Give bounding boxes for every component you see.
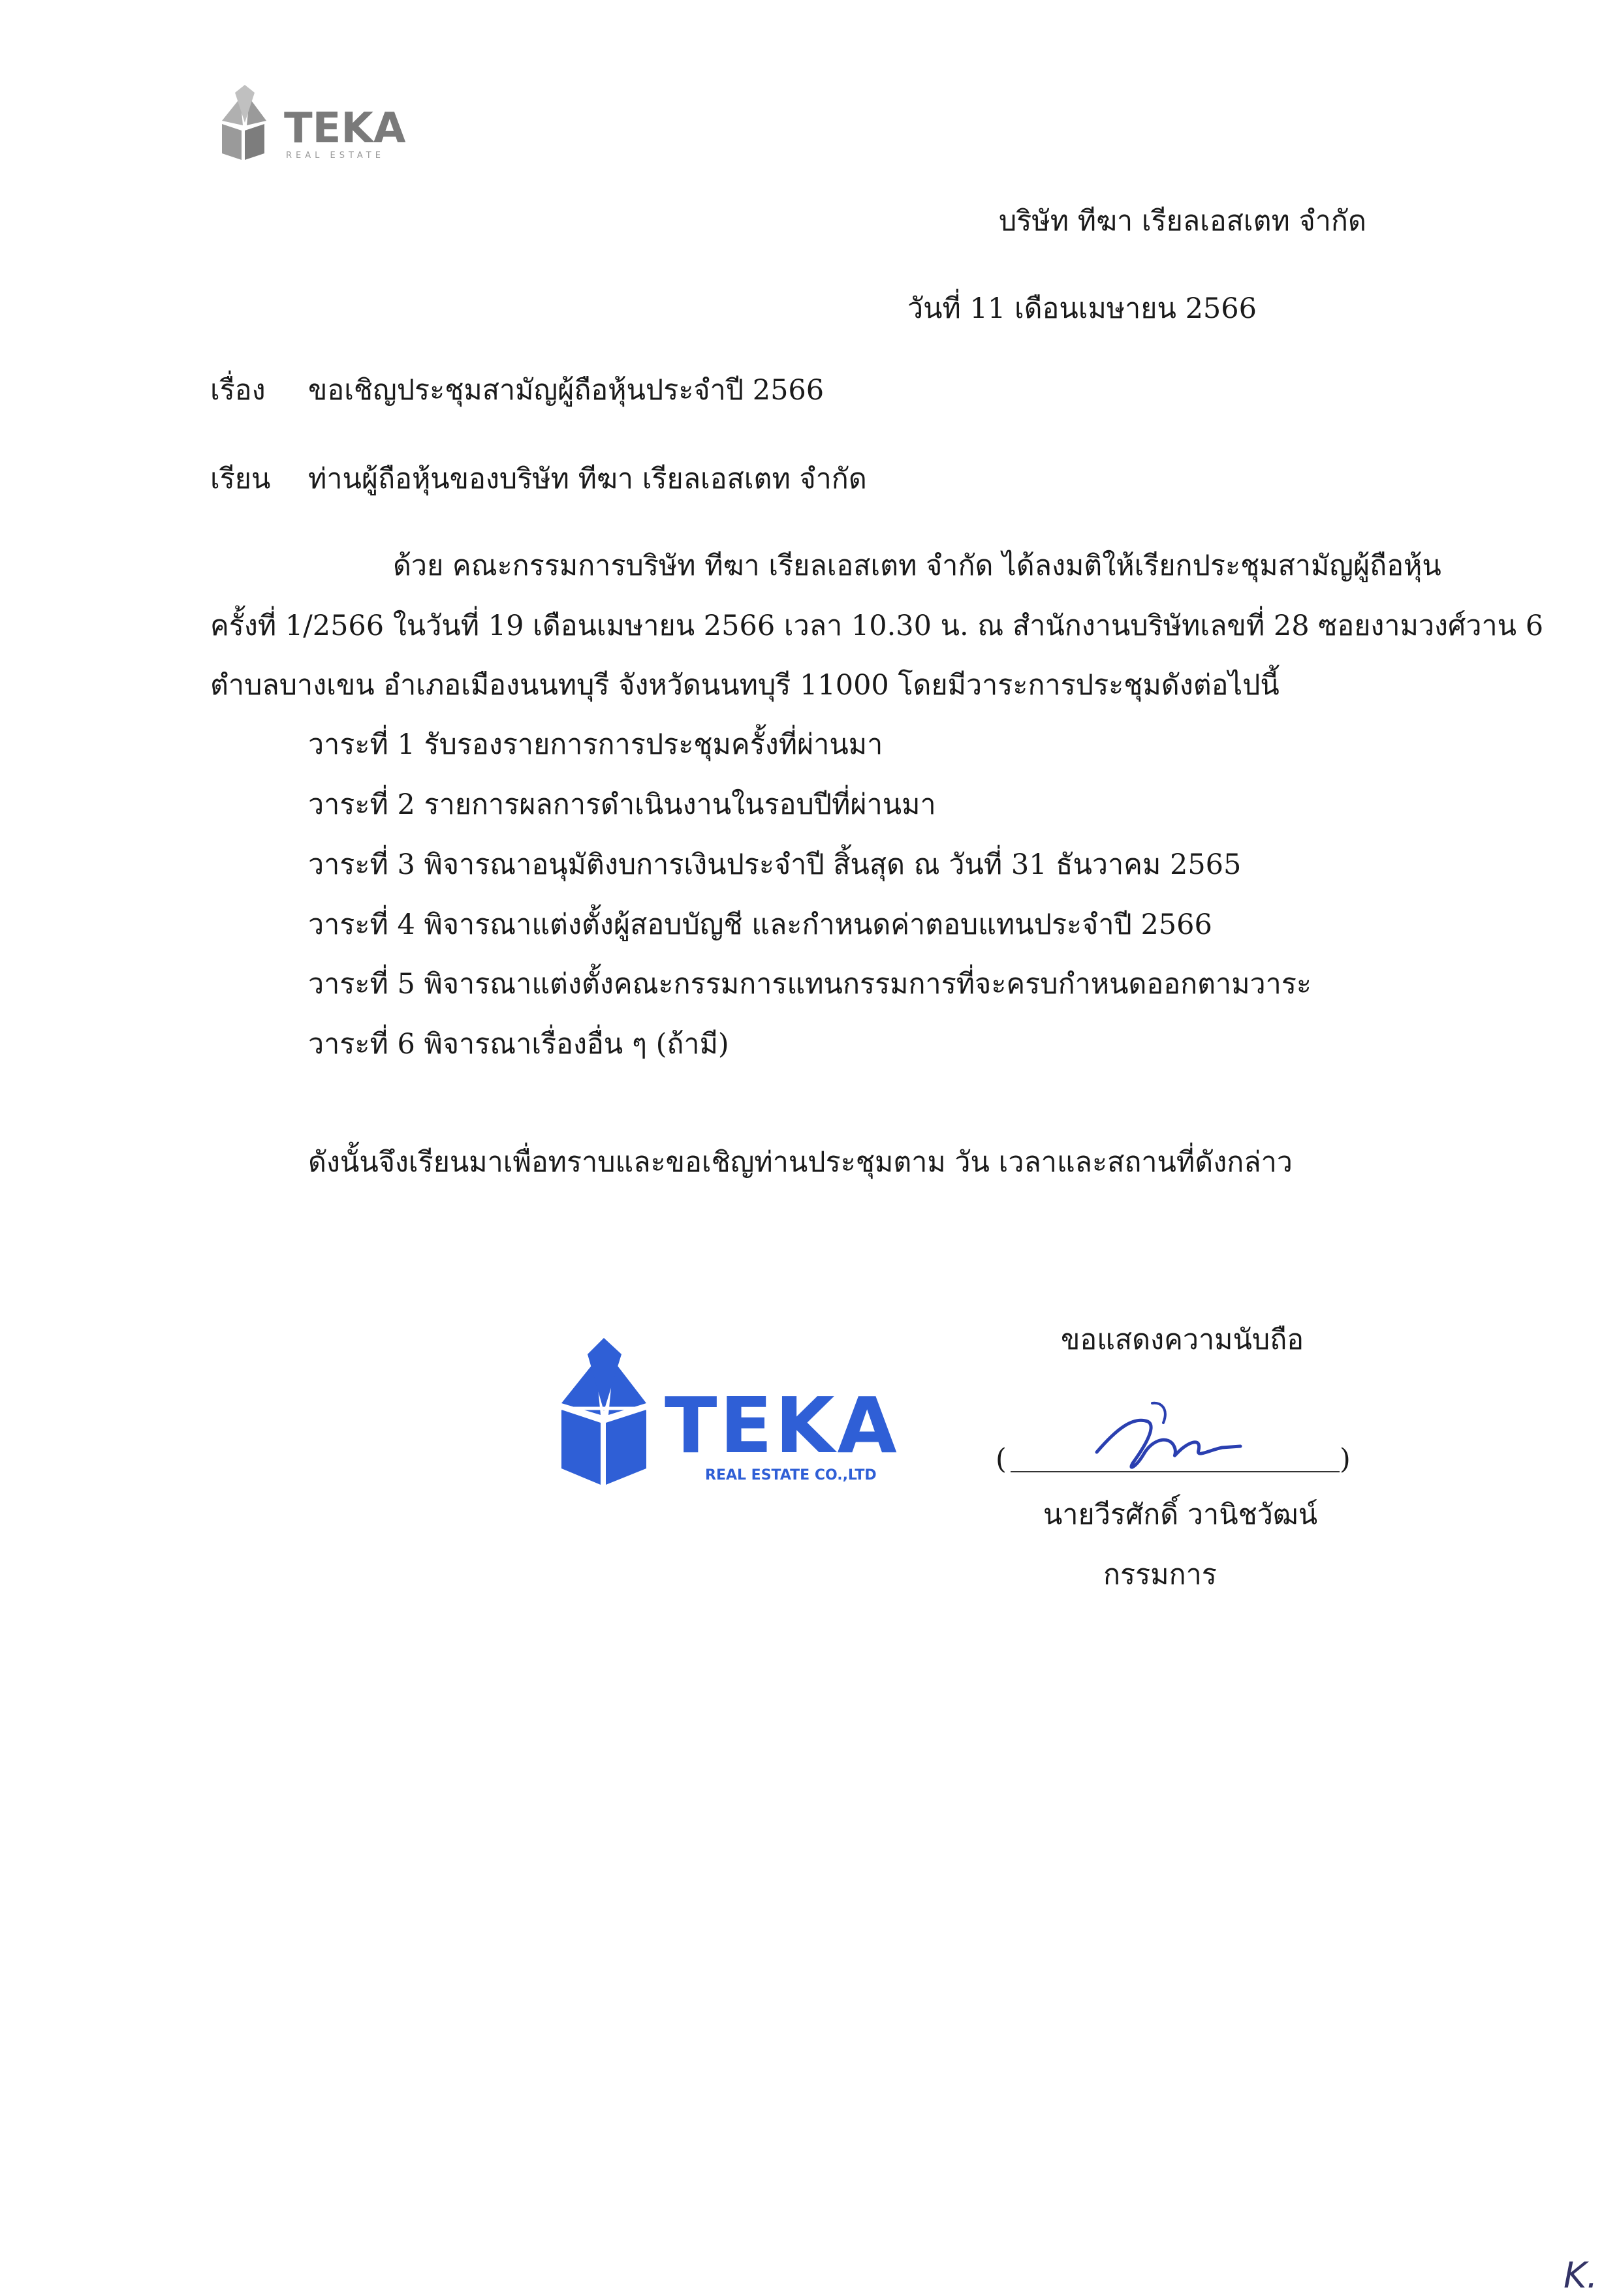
- signer-title: กรรมการ: [1103, 1559, 1217, 1591]
- body-line-1: ด้วย คณะกรรมการบริษัท ทีฆา เรียลเอสเตท จำกัด ได้ลงมติให้เรียกประชุมสามัญผู้ถือหุ้น: [393, 550, 1441, 582]
- body-line-2: ครั้งที่ 1/2566 ในวันที่ 19 เดือนเมษายน 2566 เวลา 10.30 น. ณ สำนักงานบริษัทเลขที่ 28 ซอยงามวงศ์วาน 6: [210, 610, 1544, 642]
- agenda-item: วาระที่ 4 พิจารณาแต่งตั้งผู้สอบบัญชี และกำหนดค่าตอบแทนประจำปี 2566: [308, 908, 1212, 941]
- signer-name: นายวีรศักดิ์ วานิชวัฒน์: [1043, 1498, 1318, 1531]
- subject-text: ขอเชิญประชุมสามัญผู้ถือหุ้นประจำปี 2566: [308, 374, 825, 407]
- regards-text: ขอแสดงความนับถือ: [1061, 1324, 1304, 1356]
- closing-text: ดังนั้นจึงเรียนมาเพื่อทราบและขอเชิญท่านประชุมตาม วัน เวลาและสถานที่ดังกล่าว: [308, 1146, 1293, 1179]
- agenda-item: วาระที่ 1 รับรองรายการการประชุมครั้งที่ผ่านมา: [308, 728, 883, 761]
- recipient-label: เรียน: [210, 463, 271, 495]
- margin-mark: K.: [1564, 2255, 1598, 2296]
- signature-paren-close: ): [1340, 1443, 1351, 1476]
- stamp-subtext: REAL ESTATE CO.,LTD: [705, 1467, 877, 1483]
- letter-date: วันที่ 11 เดือนเมษายน 2566: [907, 292, 1257, 325]
- signature-paren-open: (: [996, 1443, 1007, 1476]
- agenda-item: วาระที่ 3 พิจารณาอนุมัติงบการเงินประจำปี สิ้นสุด ณ วันที่ 31 ธันวาคม 2565: [308, 848, 1242, 881]
- header-logo-subtext: REAL ESTATE: [286, 151, 385, 161]
- teka-leaf-icon: [215, 85, 450, 163]
- header-logo-text: TEKA: [284, 104, 406, 153]
- stamp-text: TEKA: [665, 1380, 900, 1470]
- agenda-item: วาระที่ 2 รายการผลการดำเนินงานในรอบปีที่ผ่านมา: [308, 788, 936, 821]
- subject-label: เรื่อง: [210, 374, 266, 407]
- recipient-text: ท่านผู้ถือหุ้นของบริษัท ทีฆา เรียลเอสเตท จำกัด: [308, 463, 867, 495]
- stamp-leaf-icon: [561, 1338, 646, 1485]
- signature-mark: [1071, 1390, 1266, 1475]
- agenda-item: วาระที่ 5 พิจารณาแต่งตั้งคณะกรรมการแทนกรรมการที่จะครบกำหนดออกตามวาระ: [308, 968, 1312, 1001]
- agenda-item: วาระที่ 6 พิจารณาเรื่องอื่น ๆ (ถ้ามี): [308, 1028, 729, 1061]
- company-stamp: [548, 1338, 914, 1495]
- body-line-3: ตำบลบางเขน อำเภอเมืองนนทบุรี จังหวัดนนทบุรี 11000 โดยมีวาระการประชุมดังต่อไปนี้: [210, 669, 1280, 702]
- header-logo: [215, 85, 450, 163]
- company-name: บริษัท ทีฆา เรียลเอสเตท จำกัด: [999, 205, 1366, 238]
